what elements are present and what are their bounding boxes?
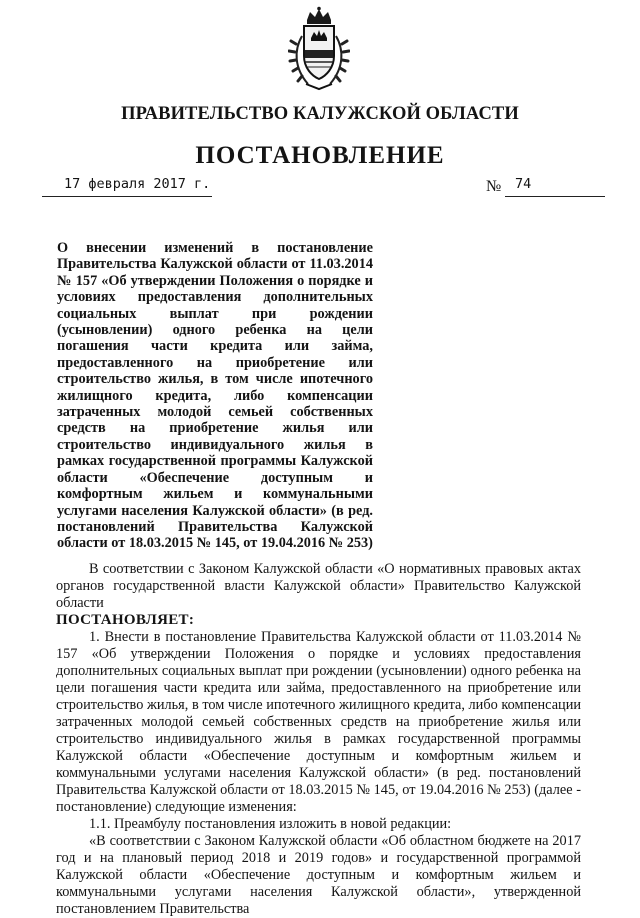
document-number: 74: [515, 176, 532, 192]
item-1-paragraph: 1. Внести в постановление Правительства Калужской области от 11.03.2014 № 157 «Об утверждении Положения о порядке и условиях предоставления дополнительных социальных выплат при рождении (усыновлении) одного ребенка на цели погашения части кредита или займа, предоставленного на приобретение или строительство жилья, в том числе ипотечного жилищного кредита, либо компенсации затраченных молодой семьей собственных средств на приобретение жилья или строительство индивидуального жилья в рамках государственной программы Калужской области «Обеспечение доступным и комфортным жильем и коммунальными услугами населения Калужской области» (в ред. постановлений Правительства Калужской области от 18.03.2015 № 145, от 19.04.2016 № 253) (далее - постановление) следующие изменения:: [56, 629, 581, 815]
government-name: ПРАВИТЕЛЬСТВО КАЛУЖСКОЙ ОБЛАСТИ: [121, 104, 519, 124]
document-date: 17 февраля 2017 г.: [64, 176, 211, 192]
number-field: [505, 176, 605, 197]
document-type: ПОСТАНОВЛЕНИЕ: [195, 142, 445, 169]
date-field: [42, 176, 212, 197]
number-label: №: [486, 178, 502, 195]
preamble-paragraph: В соответствии с Законом Калужской области «О нормативных правовых актах органов государственной власти Калужской области» Правительство Калужской области: [56, 561, 581, 611]
item-1-1-paragraph: 1.1. Преамбулу постановления изложить в новой редакции:: [89, 816, 452, 832]
document-body: [56, 561, 581, 918]
document-subject: О внесении изменений в постановление Правительства Калужской области от 11.03.2014 № 157 «Об утверждении Положения о порядке и условиях предоставления дополнительных социальных выплат при рождении (усыновлении) одного ребенка на цели погашения части кредита или займа, предоставленного на приобретение или строительство жилья, в том числе ипотечного жилищного кредита, либо компенсации затраченных молодой семьей собственных средств на приобретение жилья или строительство индивидуального жилья в рамках государственной программы Калужской области «Обеспечение доступным и комфортным жильем и коммунальными услугами населения Калужской области» (в ред. постановлений Правительства Калужской области от 18.03.2015 № 145, от 19.04.2016 № 253): [57, 240, 373, 552]
coat-of-arms-icon: [288, 6, 350, 92]
quoted-preamble-paragraph: «В соответствии с Законом Калужской области «Об областном бюджете на 2017 год и на плановый период 2018 и 2019 годов» и государственной программой Калужской области «Обеспечение доступным и комфортным жильем и коммунальными услугами населения Калужской области», утвержденной постановлением Правительства: [56, 833, 581, 917]
decree-word: ПОСТАНОВЛЯЕТ:: [56, 612, 195, 628]
